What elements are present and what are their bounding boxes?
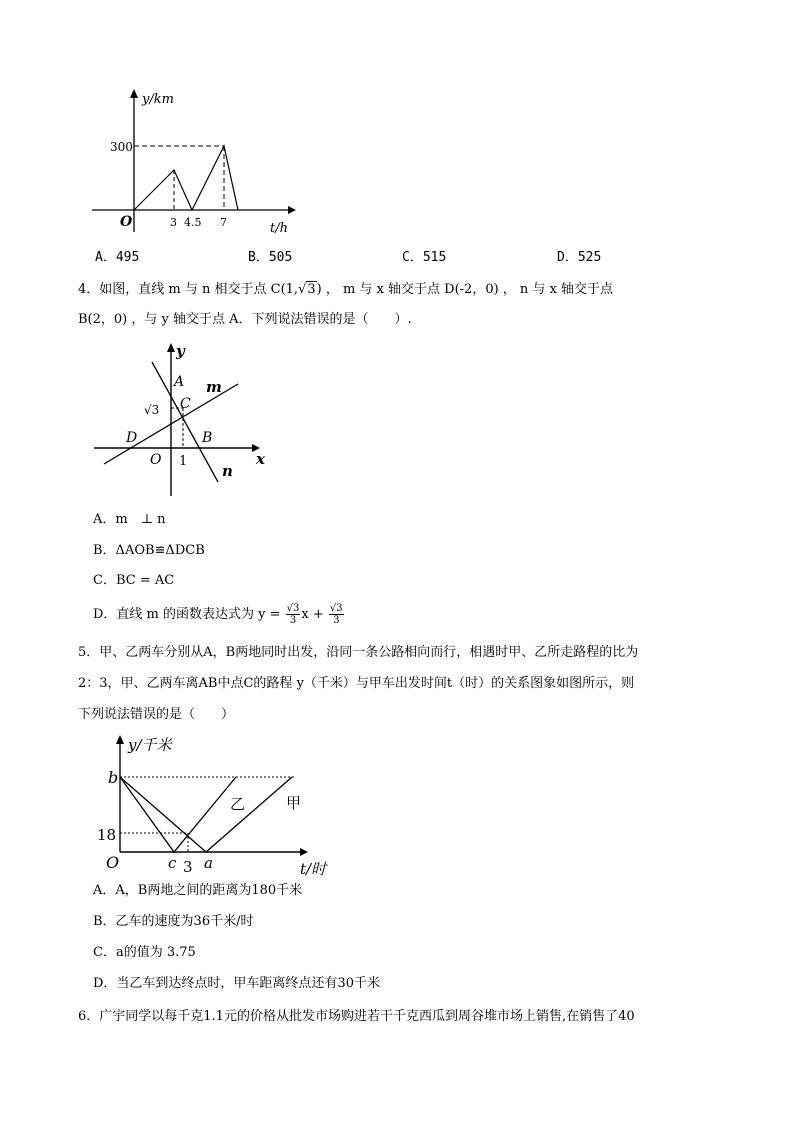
q3-origin: O (120, 214, 133, 230)
q4-label-1: 1 (179, 454, 188, 469)
q5-xlabel: t/时 (300, 860, 327, 878)
q5-stem-line3: 下列说法错误的是（ ） (78, 707, 235, 722)
q6-stem-line1: 6．广宇同学以每千克1.1元的价格从批发市场购进若干千克西瓜到周谷堆市场上销售,在销售了40 (78, 1009, 635, 1024)
q4-lines-figure (88, 336, 278, 506)
q3-ytick-300: 300 (110, 140, 133, 154)
q4-option-b: B．ΔAOB≌ΔDCB (93, 543, 205, 558)
q3-xtick-3: 3 (170, 216, 177, 229)
q3-option-d: D．525 (557, 250, 602, 265)
q5-label-b: b (108, 768, 119, 787)
q5-label-a: a (204, 854, 213, 872)
q4-label-O: O (150, 452, 162, 468)
q5-label-c: c (168, 854, 177, 872)
q4-stem-line1-a: 4．如图，直线 m 与 n 相交于点 C(1, (78, 282, 299, 297)
q5-ylabel: y/千米 (128, 736, 172, 754)
q5-label-O: O (106, 853, 120, 872)
q5-stem-line1: 5．甲、乙两车分别从A，B两地同时出发，沿同一条公路相向而行，相遇时甲、乙所走路程的比为 (78, 645, 639, 660)
q3-distance-time-graph (88, 86, 298, 236)
q4-label-C: C (180, 396, 191, 412)
q5-option-a: A．A，B两地之间的距离为180千米 (93, 883, 303, 898)
q5-option-b: B．乙车的速度为36千米/时 (93, 914, 254, 929)
q4-option-d-prefix: D．直线 m 的函数表达式为 y = (93, 607, 281, 622)
q4-stem-line1-b: ) ， m 与 x 轴交于点 D(-2，0) ， n 与 x 轴交于点 (316, 282, 614, 297)
q4-stem-line1 (78, 282, 613, 298)
q4-option-d-x: x + (301, 607, 324, 622)
q4-label-y: y (176, 342, 185, 360)
q5-label-3: 3 (183, 858, 193, 876)
q3-xlabel: t/h (270, 221, 288, 236)
q4-label-D: D (126, 430, 138, 446)
q5-label-yi: 乙 (230, 795, 246, 813)
q4-label-A: A (174, 374, 185, 390)
q5-option-d: D．当乙车到达终点时，甲车距离终点还有30千米 (93, 976, 380, 991)
q4-sqrt3: √3 (298, 282, 316, 297)
q5-distance-time-graph (80, 732, 350, 882)
q5-option-c: C．a的值为 3.75 (93, 945, 196, 960)
q4-option-d (93, 600, 345, 630)
q4-option-c: C．BC = AC (93, 573, 175, 588)
q3-option-b: B．505 (248, 250, 293, 265)
q4-option-a: A．m ⊥ n (93, 512, 166, 527)
q4-label-m: m (206, 378, 222, 396)
q3-ylabel: y/km (142, 92, 174, 107)
q3-xtick-4.5: 4.5 (184, 216, 202, 229)
q3-xtick-7: 7 (220, 216, 227, 229)
q4-label-x: x (256, 450, 265, 468)
q5-label-18: 18 (97, 826, 117, 844)
q4-label-n: n (222, 462, 233, 480)
q4-option-d-fraction-2: $\frac{√3}{3}$ (329, 603, 343, 626)
q3-option-a: A．495 (95, 250, 140, 265)
q5-stem-line2: 2：3，甲、乙两车离AB中点C的路程 y（千米）与甲车出发时间t（时）的关系图象如图所示，则 (78, 676, 635, 691)
q4-stem-line2: B(2，0) ，与 y 轴交于点 A．下列说法错误的是（ ）. (78, 312, 412, 327)
q5-label-jia: 甲 (286, 794, 302, 812)
q4-label-B: B (202, 430, 213, 446)
q3-option-c: C．515 (402, 250, 447, 265)
q4-label-sqrt3: √3 (144, 403, 160, 417)
q4-option-d-fraction-1: $\frac{√3}{3}$ (286, 603, 300, 626)
